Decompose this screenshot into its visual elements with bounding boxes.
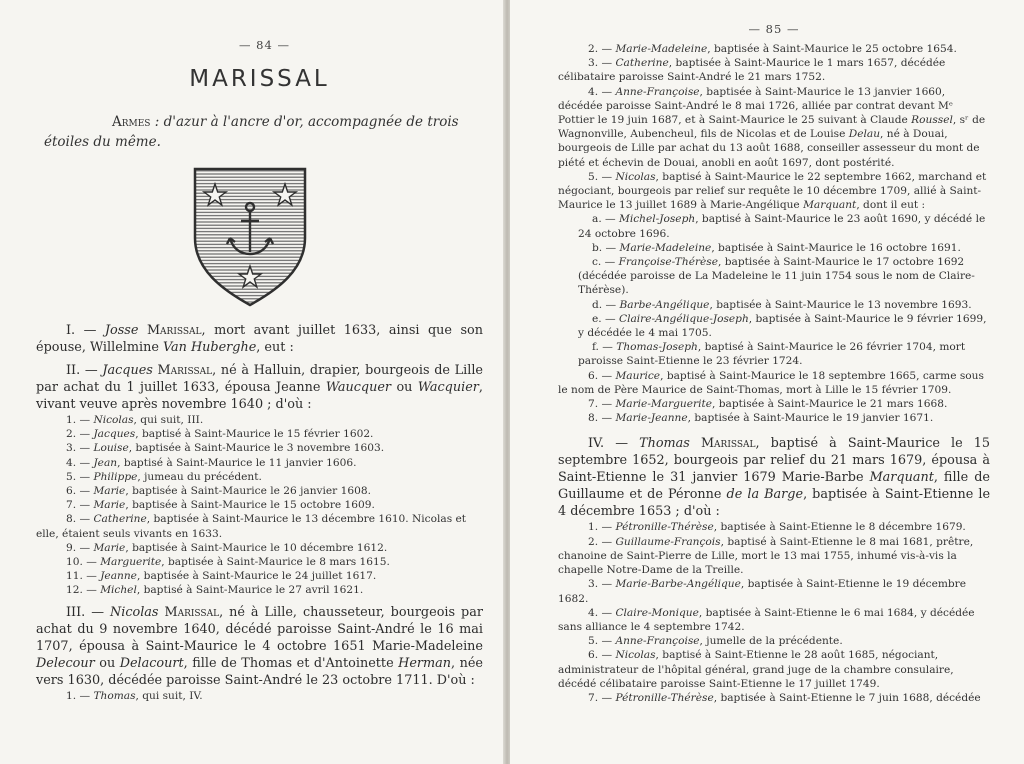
item-text-end: , né à Douai, bourgeois de Lille par achat du 13 août 1688, conseiller assesseur du mont de piété et échevin de Douai, anobli en août 1697, dont postérité. (558, 128, 980, 169)
list-item (558, 170, 990, 213)
item-text: , baptisée à Saint-Maurice le 8 mars 1615. (161, 556, 390, 569)
item-text: , qui suit, III. (133, 414, 204, 426)
list-item (36, 689, 483, 703)
item-number: 5. — (588, 170, 616, 183)
gen2-text-end: , vivant veuve après novembre 1640 ; d'où : (36, 380, 483, 412)
list-item (558, 255, 990, 298)
list-item (558, 241, 990, 255)
item-number: 1. — (66, 414, 94, 426)
gen3-text-end: , née vers 1630, décédée paroisse Saint-André le 23 octobre 1711. D'où : (36, 655, 483, 688)
list-item (36, 441, 483, 455)
gen3-spouse-alt: Delacourt (119, 655, 184, 671)
family-title: MARISSAL (189, 66, 330, 92)
gen3-mother: Herman (398, 655, 452, 671)
gen1-text: , mort avant juillet 1633, ainsi que son épouse, Willelmine (36, 323, 483, 355)
item-name: Claire-Angélique-Joseph (618, 312, 749, 325)
item-number: 8. — (588, 412, 616, 425)
item-number: 6. — (588, 649, 616, 662)
item-number: f. — (592, 341, 617, 354)
item-number: 1. — (66, 689, 94, 702)
list-item (558, 520, 990, 534)
item-text: , baptisée à Saint-Maurice le 15 octobre 1609. (125, 499, 375, 512)
gen2-spouse-alt: Wacquier (417, 380, 479, 395)
gen3-text-or: ou (94, 655, 120, 671)
list-item (558, 648, 990, 691)
list-item (558, 56, 990, 84)
generation-4 (558, 435, 990, 520)
gen1-surname: Marissal (138, 323, 202, 338)
list-item (558, 397, 990, 411)
coat-of-arms (36, 166, 483, 308)
children-list-gen3 (558, 42, 990, 212)
gen2-spouse: Waucquer (325, 380, 392, 395)
list-item (558, 535, 990, 578)
item-name: Marie (93, 499, 126, 512)
item-text: , baptisée à Saint-Maurice le 1 mars 1657, décédée célibataire paroisse Saint-André le 21 mars 1752. (558, 57, 946, 84)
item-number: 5. — (588, 635, 616, 648)
list-item (36, 427, 483, 441)
children-list-gen3-rest (558, 369, 990, 426)
list-item (558, 42, 990, 56)
gen4-text-mid: , fille de Guillaume et de Péronne (558, 470, 990, 503)
item-name: Marie-Madeleine (615, 43, 708, 55)
item-number: a. — (592, 213, 620, 226)
item-text: , baptisé à Saint-Etienne le 8 mai 1681, prêtre, chanoine de Saint-Pierre de Lille, mort le 13 mai 1755, inhumé vis-à-vis la chapelle Notre-Dame de la Treille. (558, 535, 974, 577)
gen3-spouse: Delecour (36, 655, 95, 671)
item-number: e. — (592, 312, 619, 325)
gen2-text-or: ou (391, 380, 418, 395)
item-spouse: Marquant (803, 199, 857, 212)
list-item (558, 634, 990, 648)
item-name: Nicolas (93, 414, 134, 426)
item-name: Thomas (93, 689, 136, 702)
item-name: Marguerite (100, 556, 162, 569)
item-text: , baptisé à Saint-Etienne le 28 août 1685, négociant, administrateur de l'hôpital général, grand juge de la chambre consulaire, décédé célibataire paroisse Saint-Etienne le 17 juillet 1749. (558, 649, 954, 690)
gen3-name: Nicolas (110, 604, 159, 620)
gen1-name: Josse (104, 323, 139, 338)
item-number: 9. — (66, 541, 94, 554)
item-name: Françoise-Thérèse (618, 256, 718, 269)
list-item (558, 212, 990, 240)
item-number: 4. — (588, 606, 616, 619)
item-text: , baptisée à Saint-Maurice le 16 octobre 1691. (711, 241, 961, 254)
item-name: Jean (93, 456, 118, 469)
item-spouse: Roussel (911, 114, 953, 127)
item-text: , baptisé à Saint-Maurice le 27 avril 1621. (136, 584, 364, 597)
shield-anchor-stars-icon (191, 166, 309, 308)
gen1-spouse: Van Huberghe (162, 340, 257, 355)
item-text-mid: , sʳ de Wagnonville, Aubencheul, fils de Nicolas et de Louise (558, 114, 986, 141)
generation-3 (36, 604, 483, 689)
item-text: , baptisée à Saint-Maurice le 26 janvier 1608. (125, 485, 371, 498)
list-item (36, 413, 483, 427)
item-number: 4. — (588, 85, 616, 98)
item-number: 7. — (588, 691, 616, 704)
list-item (558, 340, 990, 368)
item-mother: Delau (848, 128, 881, 141)
arms-text: : d'azur à l'ancre d'or, accompagnée de trois étoiles du même. (44, 114, 459, 150)
item-text: , baptisée à Saint-Maurice le 9 février 1699, y décédée le 4 mai 1705. (578, 312, 987, 340)
gen4-spouse: Marquant (869, 470, 934, 486)
item-number: c. — (592, 256, 619, 269)
item-number: 4. — (66, 456, 94, 469)
list-item (558, 606, 990, 634)
item-text: , baptisée à Saint-Etienne le 19 décembre 1682. (558, 578, 966, 605)
list-item (36, 498, 483, 512)
item-number: 8. — (66, 513, 94, 526)
item-text-end: , dont il eut : (856, 199, 926, 212)
item-number: b. — (592, 241, 620, 254)
arms-description (44, 112, 475, 152)
item-name: Anne-Françoise (615, 85, 700, 98)
item-number: 12. — (66, 584, 101, 597)
list-item (36, 512, 483, 540)
list-item (558, 691, 990, 705)
item-number: 3. — (588, 578, 616, 591)
item-name: Catherine (615, 57, 669, 70)
item-text: , baptisée à Saint-Maurice le 21 mars 1668. (711, 398, 948, 411)
children-list-gen4 (558, 520, 990, 705)
item-name: Maurice (615, 369, 661, 382)
item-text: , jumelle de la précédente. (699, 635, 843, 648)
list-item (558, 577, 990, 605)
list-item (558, 411, 990, 425)
gen3-text-mid: , fille de Thomas et d'Antoinette (183, 655, 399, 671)
item-name: Marie-Marguerite (615, 398, 712, 411)
gen3-text: , né à Lille, chausseteur, bourgeois par achat du 9 novembre 1640, décédé paroisse Saint-André le 16 mai 1707, épousa à Saint-Maurice le 4 octobre 1651 Marie-Madeleine (36, 604, 483, 654)
right-page (510, 0, 1024, 764)
list-item (36, 541, 483, 555)
item-number: 2. — (66, 428, 94, 441)
item-text: , baptisée à Saint-Maurice le 25 octobre 1654. (707, 43, 957, 55)
item-number: 7. — (588, 398, 616, 411)
item-name: Barbe-Angélique (619, 298, 710, 311)
item-text: , baptisé à Saint-Maurice le 18 septembre 1665, carme sous le nom de Père Maurice de Saint-Thomas, mort à Lille le 15 février 1709. (558, 369, 984, 396)
item-name: Marie-Madeleine (619, 241, 712, 254)
gen4-numeral: IV. — (588, 436, 640, 452)
item-name: Catherine (93, 513, 147, 526)
item-number: 5. — (66, 470, 94, 483)
list-item (558, 298, 990, 312)
list-item (36, 456, 483, 470)
item-name: Anne-Françoise (615, 635, 700, 648)
gen2-numeral: II. — (66, 363, 103, 378)
item-text: , baptisé à Saint-Maurice le 22 septembre 1662, marchand et négociant, bourgeois par relief sur requête le 10 décembre 1709, allié à Saint-Maurice le 13 juillet 1689 à Marie-Angélique (558, 170, 987, 212)
grandchildren-list (558, 212, 990, 368)
page-number-left: — 84 — (239, 38, 290, 52)
item-number: 3. — (66, 442, 94, 455)
item-text: , baptisée à Saint-Maurice le 13 novembre 1693. (709, 298, 972, 311)
item-text: , baptisée à Saint-Maurice le 17 octobre 1692 (décédée paroisse de La Madeleine le 11 juin 1754 sous le nom de Claire-Thérèse). (578, 256, 975, 297)
list-item (36, 470, 483, 484)
item-name: Michel-Joseph (619, 213, 696, 226)
gen2-name: Jacques (102, 363, 153, 378)
item-name: Louise (93, 442, 129, 455)
gen2-text: , né à Halluin, drapier, bourgeois de Lille par achat du 1 juillet 1633, épousa Jeanne (36, 363, 483, 395)
item-number: 3. — (588, 57, 616, 70)
item-name: Pétronille-Thérèse (615, 691, 714, 704)
list-item (36, 569, 483, 583)
item-text: , baptisée à Saint-Etienne le 7 juin 1688, décédée (713, 691, 981, 704)
item-number: 1. — (588, 521, 616, 534)
item-name: Nicolas (615, 649, 656, 662)
item-text: , baptisé à Saint-Maurice le 11 janvier 1606. (117, 456, 357, 469)
item-text: , baptisée à Saint-Maurice le 10 décembre 1612. (125, 541, 388, 554)
item-text: , baptisée à Saint-Etienne le 8 décembre 1679. (713, 521, 966, 534)
gen4-text: , baptisé à Saint-Maurice le 15 septembre 1652, bourgeois par relief du 21 mars 1679, épousa à Saint-Etienne le 31 janvier 1679 Marie-Barbe (558, 436, 991, 486)
gen1-numeral: I. — (66, 323, 105, 338)
item-number: 10. — (66, 556, 101, 569)
item-text: , baptisée à Saint-Maurice le 13 décembre 1610. Nicolas et elle, étaient seuls vivants en 1633. (36, 513, 467, 540)
item-text: , qui suit, IV. (135, 689, 203, 702)
item-number: 6. — (588, 369, 616, 382)
list-item (36, 583, 483, 597)
item-name: Jacques (93, 428, 136, 441)
item-number: 7. — (66, 499, 94, 512)
gen3-numeral: III. — (66, 604, 111, 620)
item-name: Claire-Monique (615, 606, 699, 619)
gen4-name: Thomas (639, 436, 690, 452)
item-number: d. — (592, 298, 620, 311)
item-name: Pétronille-Thérèse (615, 521, 714, 534)
item-name: Michel (100, 584, 137, 597)
page-number-right: — 85 — (748, 22, 800, 36)
gen1-text-end: , eut : (256, 340, 294, 355)
item-number: 2. — (588, 535, 616, 548)
item-text: , baptisée à Saint-Maurice le 24 juillet 1617. (136, 570, 377, 583)
item-text: , baptisée à Saint-Maurice le 3 novembre 1603. (128, 442, 385, 455)
list-item (558, 312, 990, 340)
item-text: , baptisée à Saint-Maurice le 13 janvier 1660, décédée paroisse Saint-André le 8 mai 1726, alliée par contrat devant Mᵉ Pottier le 19 juin 1687, et à Saint-Maurice le 25 suivant à Claude (558, 85, 953, 127)
item-text: , baptisé à Saint-Maurice le 26 février 1704, mort paroisse Saint-Etienne le 23 février 1724. (578, 341, 966, 368)
item-name: Marie (93, 541, 126, 554)
left-page (0, 0, 505, 764)
item-name: Marie-Jeanne (615, 412, 688, 425)
list-item (36, 555, 483, 569)
item-name: Nicolas (615, 170, 656, 183)
item-text: , baptisé à Saint-Maurice le 15 février 1602. (135, 428, 374, 441)
item-number: 6. — (66, 485, 94, 498)
list-item (558, 369, 990, 397)
generation-2 (36, 362, 483, 413)
item-name: Marie (93, 485, 126, 498)
gen4-mother: de la Barge (726, 487, 804, 503)
item-name: Jeanne (100, 570, 137, 583)
item-name: Philippe (93, 470, 138, 483)
item-name: Guillaume-François (615, 535, 721, 548)
generation-1 (36, 322, 483, 356)
gen4-text-end: , baptisée à Saint-Etienne le 4 décembre 1653 ; d'où : (558, 487, 991, 520)
list-item (558, 85, 990, 170)
item-number: 2. — (588, 43, 616, 55)
item-number: 11. — (66, 570, 101, 583)
item-text: , baptisée à Saint-Etienne le 6 mai 1684, y décédée sans alliance le 4 septembre 1742. (558, 606, 975, 633)
item-text: , baptisé à Saint-Maurice le 23 août 1690, y décédé le 24 octobre 1696. (578, 213, 986, 240)
gen2-surname: Marissal (152, 363, 213, 378)
arms-label: Armes (112, 114, 151, 130)
item-text: , baptisée à Saint-Maurice le 19 janvier 1671. (687, 412, 934, 425)
item-name: Thomas-Joseph (616, 341, 698, 354)
list-item (36, 484, 483, 498)
gen3-surname: Marissal (158, 604, 220, 620)
children-list-gen2 (36, 413, 483, 598)
item-text: , jumeau du précédent. (137, 470, 262, 483)
gen4-surname: Marissal (689, 436, 756, 452)
item-name: Marie-Barbe-Angélique (615, 578, 741, 591)
